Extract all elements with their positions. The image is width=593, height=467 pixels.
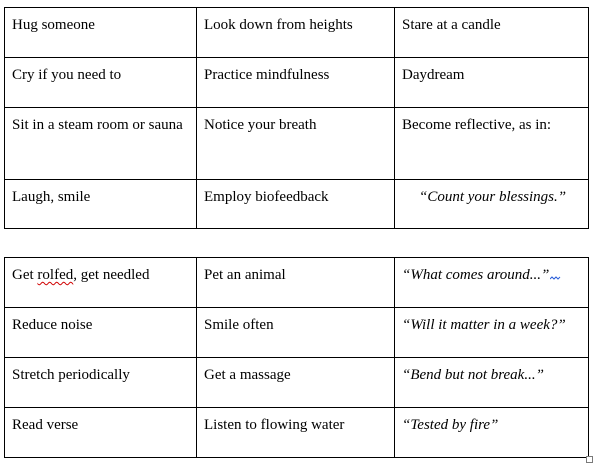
table-cell[interactable]: Stretch periodically bbox=[5, 358, 197, 408]
table-cell[interactable]: “Will it matter in a week?” bbox=[395, 308, 589, 358]
table-row bbox=[5, 358, 589, 408]
table-resize-handle[interactable] bbox=[586, 456, 593, 463]
table-cell[interactable]: Daydream bbox=[395, 58, 589, 108]
table-cell[interactable]: Look down from heights bbox=[197, 8, 395, 58]
table-cell[interactable]: Notice your breath bbox=[197, 108, 395, 180]
table-row bbox=[5, 308, 589, 358]
table-row bbox=[5, 108, 589, 180]
table-cell[interactable]: Hug someone bbox=[5, 8, 197, 58]
activities-table-1 bbox=[4, 7, 589, 229]
table-cell[interactable]: Get a massage bbox=[197, 358, 395, 408]
table-cell[interactable]: “Count your blessings.” bbox=[395, 180, 589, 229]
table-cell[interactable]: “What comes around...” bbox=[395, 258, 589, 308]
table-cell[interactable]: Read verse bbox=[5, 408, 197, 458]
table-row bbox=[5, 8, 589, 58]
table-cell[interactable]: Reduce noise bbox=[5, 308, 197, 358]
table-cell[interactable]: Employ biofeedback bbox=[197, 180, 395, 229]
table-cell[interactable]: Practice mindfulness bbox=[197, 58, 395, 108]
table-cell[interactable]: Pet an animal bbox=[197, 258, 395, 308]
table-row bbox=[5, 408, 589, 458]
table-cell[interactable]: Get rolfed, get needled bbox=[5, 258, 197, 308]
table-cell[interactable]: Stare at a candle bbox=[395, 8, 589, 58]
table-row bbox=[5, 58, 589, 108]
spelling-squiggle-icon bbox=[550, 275, 561, 281]
table-cell[interactable]: Cry if you need to bbox=[5, 58, 197, 108]
activities-table-2 bbox=[4, 257, 589, 458]
table-cell[interactable]: “Bend but not break...” bbox=[395, 358, 589, 408]
table-row bbox=[5, 258, 589, 308]
table-cell[interactable]: Smile often bbox=[197, 308, 395, 358]
table-cell[interactable]: Sit in a steam room or sauna bbox=[5, 108, 197, 180]
table-cell[interactable]: “Tested by fire” bbox=[395, 408, 589, 458]
table-cell[interactable]: Listen to flowing water bbox=[197, 408, 395, 458]
table-row bbox=[5, 180, 589, 229]
table-cell[interactable]: Laugh, smile bbox=[5, 180, 197, 229]
spelling-error-underline[interactable]: rolfed bbox=[37, 267, 74, 283]
table-cell[interactable]: Become reflective, as in: bbox=[395, 108, 589, 180]
